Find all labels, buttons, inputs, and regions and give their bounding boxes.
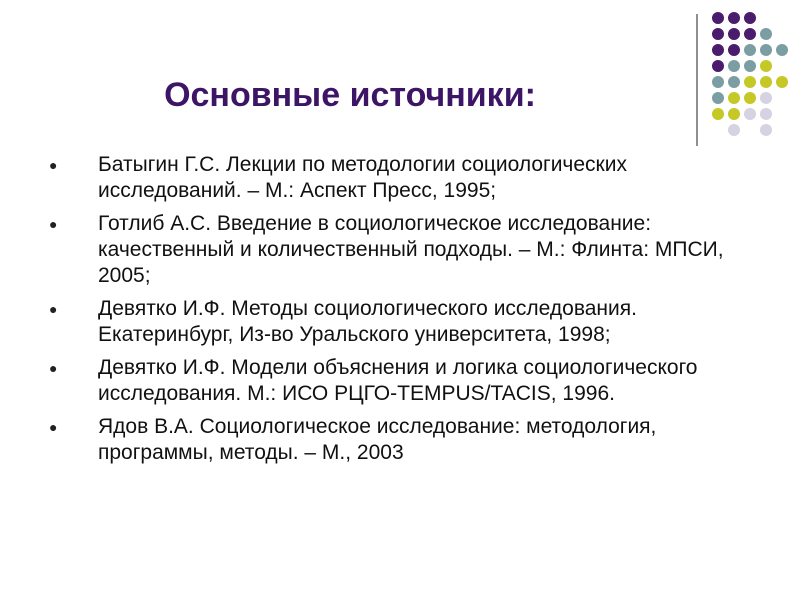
decor-dot	[712, 60, 724, 72]
decor-dot	[744, 28, 756, 40]
source-text: Девятко И.Ф. Методы социологического исследования. Екатеринбург, Из-во Уральского университета, 1998;	[98, 297, 637, 346]
decor-dot	[728, 124, 740, 136]
decor-dot	[744, 44, 756, 56]
decor-dot	[712, 28, 724, 40]
decor-dot	[728, 44, 740, 56]
slide-title: Основные источники:	[164, 76, 536, 114]
sources-list	[38, 152, 738, 473]
decor-dot	[776, 44, 788, 56]
bullet-icon: ●	[49, 157, 58, 173]
decor-dot	[712, 92, 724, 104]
decor-dot	[712, 76, 724, 88]
decor-dot	[760, 44, 772, 56]
list-item	[38, 152, 738, 204]
bullet-icon: ●	[49, 301, 58, 317]
decor-dot	[744, 76, 756, 88]
decor-dot	[712, 108, 724, 120]
decor-dot	[728, 92, 740, 104]
bullet-icon: ●	[49, 360, 58, 376]
decor-dot	[760, 92, 772, 104]
decor-dot	[744, 60, 756, 72]
decor-dot	[744, 92, 756, 104]
decor-dot	[760, 60, 772, 72]
list-item	[38, 211, 738, 289]
list-item	[38, 414, 738, 466]
decor-dot	[728, 76, 740, 88]
decorative-divider	[696, 14, 698, 146]
decor-dot	[712, 12, 724, 24]
decor-dot	[744, 108, 756, 120]
source-text: Девятко И.Ф. Модели объяснения и логика социологического исследования. М.: ИСО РЦГО-TEMPUS/TACIS, 1996.	[98, 356, 698, 405]
decor-dot	[712, 44, 724, 56]
list-item	[38, 296, 738, 348]
decor-dot	[776, 76, 788, 88]
decor-dot	[760, 76, 772, 88]
decor-dot	[728, 108, 740, 120]
decor-dot	[760, 124, 772, 136]
source-text: Готлиб А.С. Введение в социологическое исследование: качественный и количественный подходы. – М.: Флинта: МПСИ, 2005;	[98, 212, 724, 287]
decor-dot	[728, 12, 740, 24]
bullet-icon: ●	[49, 216, 58, 232]
decor-dot	[728, 60, 740, 72]
source-text: Ядов В.А. Социологическое исследование: методология, программы, методы. – М., 2003	[98, 415, 657, 464]
decor-dot	[760, 108, 772, 120]
bullet-icon: ●	[49, 419, 58, 435]
list-item	[38, 355, 738, 407]
source-text: Батыгин Г.С. Лекции по методологии социологических исследований. – М.: Аспект Пресс, 1995;	[98, 153, 627, 202]
decor-dot	[760, 28, 772, 40]
decor-dot	[728, 28, 740, 40]
decor-dot	[744, 12, 756, 24]
decorative-dot-grid	[0, 0, 800, 150]
